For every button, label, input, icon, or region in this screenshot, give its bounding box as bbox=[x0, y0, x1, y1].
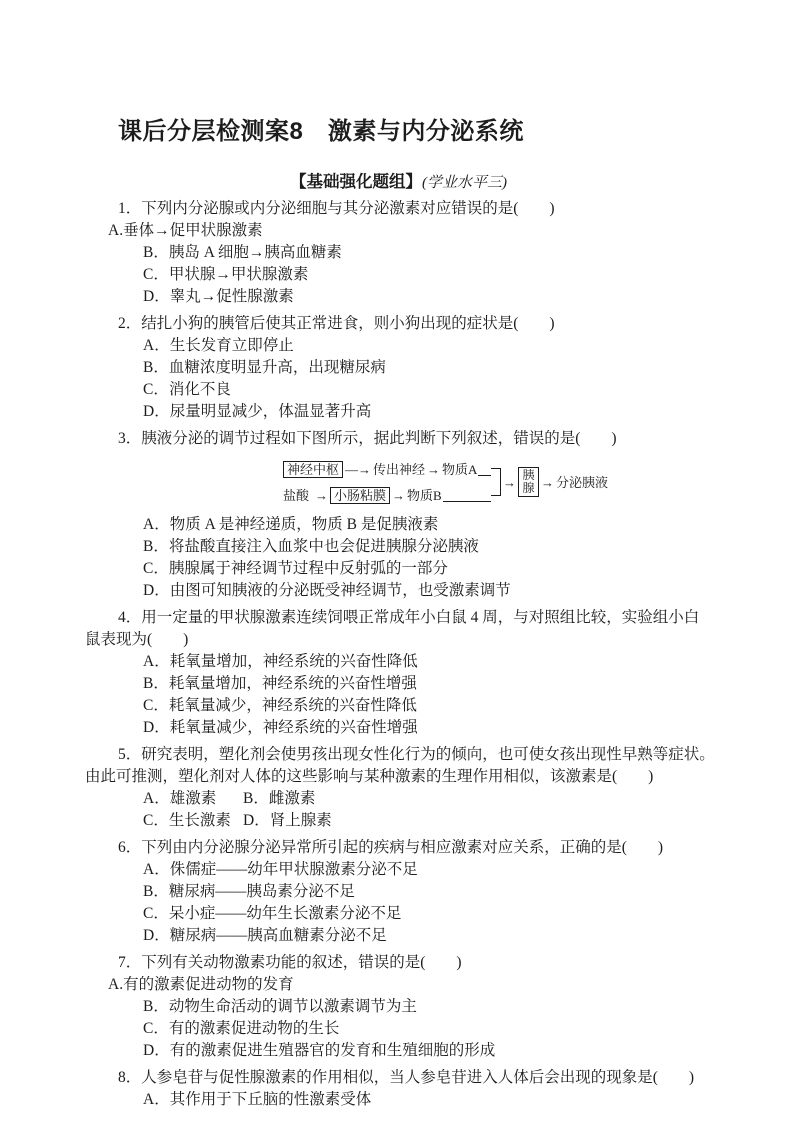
question-6 bbox=[85, 837, 712, 947]
arrow-right-icon: —→ bbox=[345, 461, 372, 477]
option: B．血糖浓度明显升高，出现糖尿病 bbox=[143, 359, 386, 376]
diagram-node-nerve-center: 神经中枢 bbox=[283, 461, 343, 478]
question-stem: 8．人参皂苷与促性腺激素的作用相似，当人参皂苷进入人体后会出现的现象是( ) bbox=[118, 1069, 695, 1086]
section-group-label: 【基础强化题组】 bbox=[290, 173, 422, 191]
option: C．有的激素促进动物的生长 bbox=[143, 1020, 340, 1037]
option: C．消化不良 bbox=[143, 381, 231, 398]
question-stem: 6．下列由内分泌腺分泌异常所引起的疾病与相应激素对应关系，正确的是( ) bbox=[118, 839, 664, 856]
diagram-neural-path bbox=[283, 456, 491, 482]
option: D．睾丸→促性腺激素 bbox=[143, 288, 294, 305]
pancreatic-secretion-diagram bbox=[283, 455, 712, 509]
question-5 bbox=[85, 744, 715, 832]
connector-line bbox=[443, 488, 491, 502]
option: A.有的激素促进动物的发育 bbox=[108, 976, 294, 993]
option: D．糖尿病——胰高血糖素分泌不足 bbox=[143, 927, 387, 944]
arrow-right-icon: → bbox=[503, 474, 516, 490]
diagram-input-paths bbox=[283, 456, 491, 508]
arrow-right-icon: → bbox=[541, 474, 554, 490]
option: D．肾上腺素 bbox=[243, 812, 332, 829]
option: A．雄激素 bbox=[143, 790, 217, 807]
question-1 bbox=[85, 198, 712, 308]
question-stem-continuation: 鼠表现为( ) bbox=[85, 631, 189, 648]
arrow-right-icon: → bbox=[427, 461, 441, 477]
diagram-node-pancreas: 胰腺 bbox=[518, 467, 539, 497]
option: C．生长激素 bbox=[143, 812, 231, 829]
option: D．由图可知胰液的分泌既受神经调节，也受激素调节 bbox=[143, 582, 511, 599]
option: B．动物生命活动的调节以激素调节为主 bbox=[143, 998, 417, 1015]
question-4 bbox=[85, 607, 712, 739]
option: D．尿量明显减少，体温显著升高 bbox=[143, 403, 372, 420]
option: A.垂体→促甲状腺激素 bbox=[108, 222, 263, 239]
section-heading bbox=[85, 172, 712, 193]
diagram-node-substance-b: 物质B bbox=[407, 487, 442, 503]
diagram-node-secrete-pancreatic-juice: 分泌胰液 bbox=[556, 474, 609, 490]
page-title: 课后分层检测案8 激素与内分泌系统 bbox=[118, 118, 524, 145]
question-8 bbox=[85, 1067, 712, 1111]
option: D．有的激素促进生殖器官的发育和生殖细胞的形成 bbox=[143, 1042, 496, 1059]
question-stem: 7．下列有关动物激素功能的叙述，错误的是( ) bbox=[118, 954, 462, 971]
option-row bbox=[85, 810, 712, 832]
question-stem: 1．下列内分泌腺或内分泌细胞与其分泌激素对应错误的是( ) bbox=[118, 200, 555, 217]
option: A．耗氧量增加，神经系统的兴奋性降低 bbox=[143, 653, 418, 670]
option: C．呆小症——幼年生长激素分泌不足 bbox=[143, 905, 402, 922]
option: A．其作用于下丘脑的性激素受体 bbox=[143, 1091, 372, 1108]
connector-line bbox=[478, 462, 491, 476]
option: A．侏儒症——幼年甲状腺激素分泌不足 bbox=[143, 861, 418, 878]
option-row bbox=[85, 788, 712, 810]
diagram-node-substance-a: 物质A bbox=[442, 461, 478, 477]
option: B．将盐酸直接注入血浆中也会促进胰腺分泌胰液 bbox=[143, 538, 479, 555]
diagram-humoral-path bbox=[283, 482, 491, 508]
option: C．胰腺属于神经调节过程中反射弧的一部分 bbox=[143, 560, 448, 577]
option: B．胰岛 A 细胞→胰高血糖素 bbox=[143, 244, 342, 261]
diagram-node-intestinal-mucosa: 小肠粘膜 bbox=[330, 487, 390, 504]
question-stem: 3．胰液分泌的调节过程如下图所示，据此判断下列叙述，错误的是( ) bbox=[118, 430, 617, 447]
question-stem: 4．用一定量的甲状腺激素连续饲喂正常成年小白鼠 4 周，与对照组比较，实验组小白 bbox=[118, 609, 700, 626]
question-2 bbox=[85, 313, 712, 423]
merge-bracket bbox=[491, 468, 501, 496]
question-stem: 5．研究表明，塑化剂会使男孩出现女性化行为的倾向，也可使女孩出现性早熟等症状。 bbox=[118, 746, 715, 763]
diagram-node-hydrochloric-acid: 盐酸 bbox=[283, 487, 310, 503]
option: C．耗氧量减少，神经系统的兴奋性降低 bbox=[143, 697, 417, 714]
option: A．生长发育立即停止 bbox=[143, 337, 294, 354]
question-7 bbox=[85, 952, 712, 1062]
diagram-node-efferent-nerve: 传出神经 bbox=[373, 461, 426, 477]
option: D．耗氧量减少，神经系统的兴奋性增强 bbox=[143, 719, 418, 736]
option: B．糖尿病——胰岛素分泌不足 bbox=[143, 883, 355, 900]
option: C．甲状腺→甲状腺激素 bbox=[143, 266, 309, 283]
option: B．雌激素 bbox=[243, 790, 316, 807]
arrow-right-icon: → bbox=[392, 487, 406, 503]
question-3 bbox=[85, 428, 712, 602]
option: A．物质 A 是神经递质，物质 B 是促胰液素 bbox=[143, 516, 439, 533]
option: B．耗氧量增加，神经系统的兴奋性增强 bbox=[143, 675, 417, 692]
question-stem-continuation: 由此可推测，塑化剂对人体的这些影响与某种激素的生理作用相似，该激素是( ) bbox=[85, 768, 654, 785]
arrow-right-icon: → bbox=[315, 487, 329, 503]
question-stem: 2．结扎小狗的胰管后使其正常进食，则小狗出现的症状是( ) bbox=[118, 315, 555, 332]
section-level-note: (学业水平三) bbox=[422, 175, 507, 191]
